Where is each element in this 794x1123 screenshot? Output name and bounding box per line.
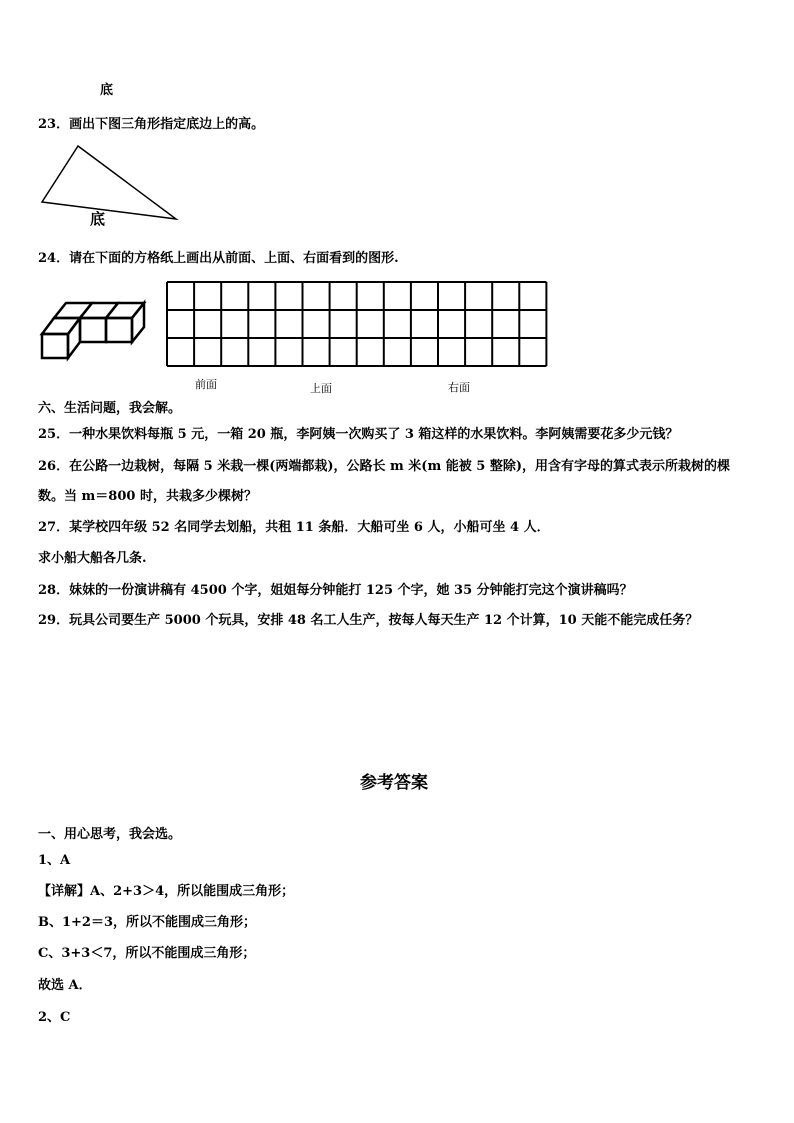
grid-label-front: 前面: [195, 378, 217, 391]
question-25: 25．一种水果饮料每瓶 5 元，一箱 20 瓶，李阿姨一次购买了 3 箱这样的水果饮料。李阿姨需要花多少元钱？: [38, 427, 679, 442]
question-24: 24．请在下面的方格纸上画出从前面、上面、右面看到的图形.: [38, 251, 399, 266]
grid-label-top: 上面: [310, 382, 332, 395]
answer-1-detail: 【详解】A、2+3＞4，所以能围成三角形；: [38, 884, 295, 899]
question-28: 28．妹妹的一份演讲稿有 4500 个字，姐姐每分钟能打 125 个字，她 35 分钟能打完这个演讲稿吗？: [38, 583, 633, 598]
answer-1-option-c: C、3+3＜7，所以不能围成三角形；: [38, 946, 256, 961]
question-23: 23．画出下图三角形指定底边上的高。: [38, 117, 265, 132]
question-27-line-1: 27．某学校四年级 52 名同学去划船，共租 11 条船．大船可坐 6 人，小船可坐 4 人．: [38, 520, 550, 535]
answer-section-1-heading: 一、用心思考，我会选。: [38, 827, 182, 842]
answer-1-conclusion: 故选 A．: [38, 978, 92, 993]
triangle-base-label: 底: [90, 210, 106, 228]
answer-key-title: 参考答案: [360, 773, 428, 793]
question-29: 29．玩具公司要生产 5000 个玩具，安排 48 名工人生产，按每人每天生产 12 个计算，10 天能不能完成任务？: [38, 613, 699, 628]
question-27-line-2: 求小船大船各几条.: [38, 551, 147, 566]
answer-1-option-b: B、1+2＝3，所以不能围成三角形；: [38, 915, 257, 930]
previous-question-base-label: 底: [100, 83, 114, 98]
answer-grid: [0, 0, 560, 380]
answer-1: 1、A: [38, 853, 71, 868]
question-26-line-2: 数。当 m＝800 时，共栽多少棵树？: [38, 489, 257, 504]
section-6-heading: 六、生活问题，我会解。: [38, 401, 182, 416]
question-26-line-1: 26．在公路一边栽树，每隔 5 米栽一棵(两端都栽)，公路长 m 米(m 能被 5 整除)，用含有字母的算式表示所栽树的棵: [38, 459, 730, 474]
grid-label-right: 右面: [448, 381, 470, 394]
answer-2: 2、C: [38, 1010, 71, 1025]
